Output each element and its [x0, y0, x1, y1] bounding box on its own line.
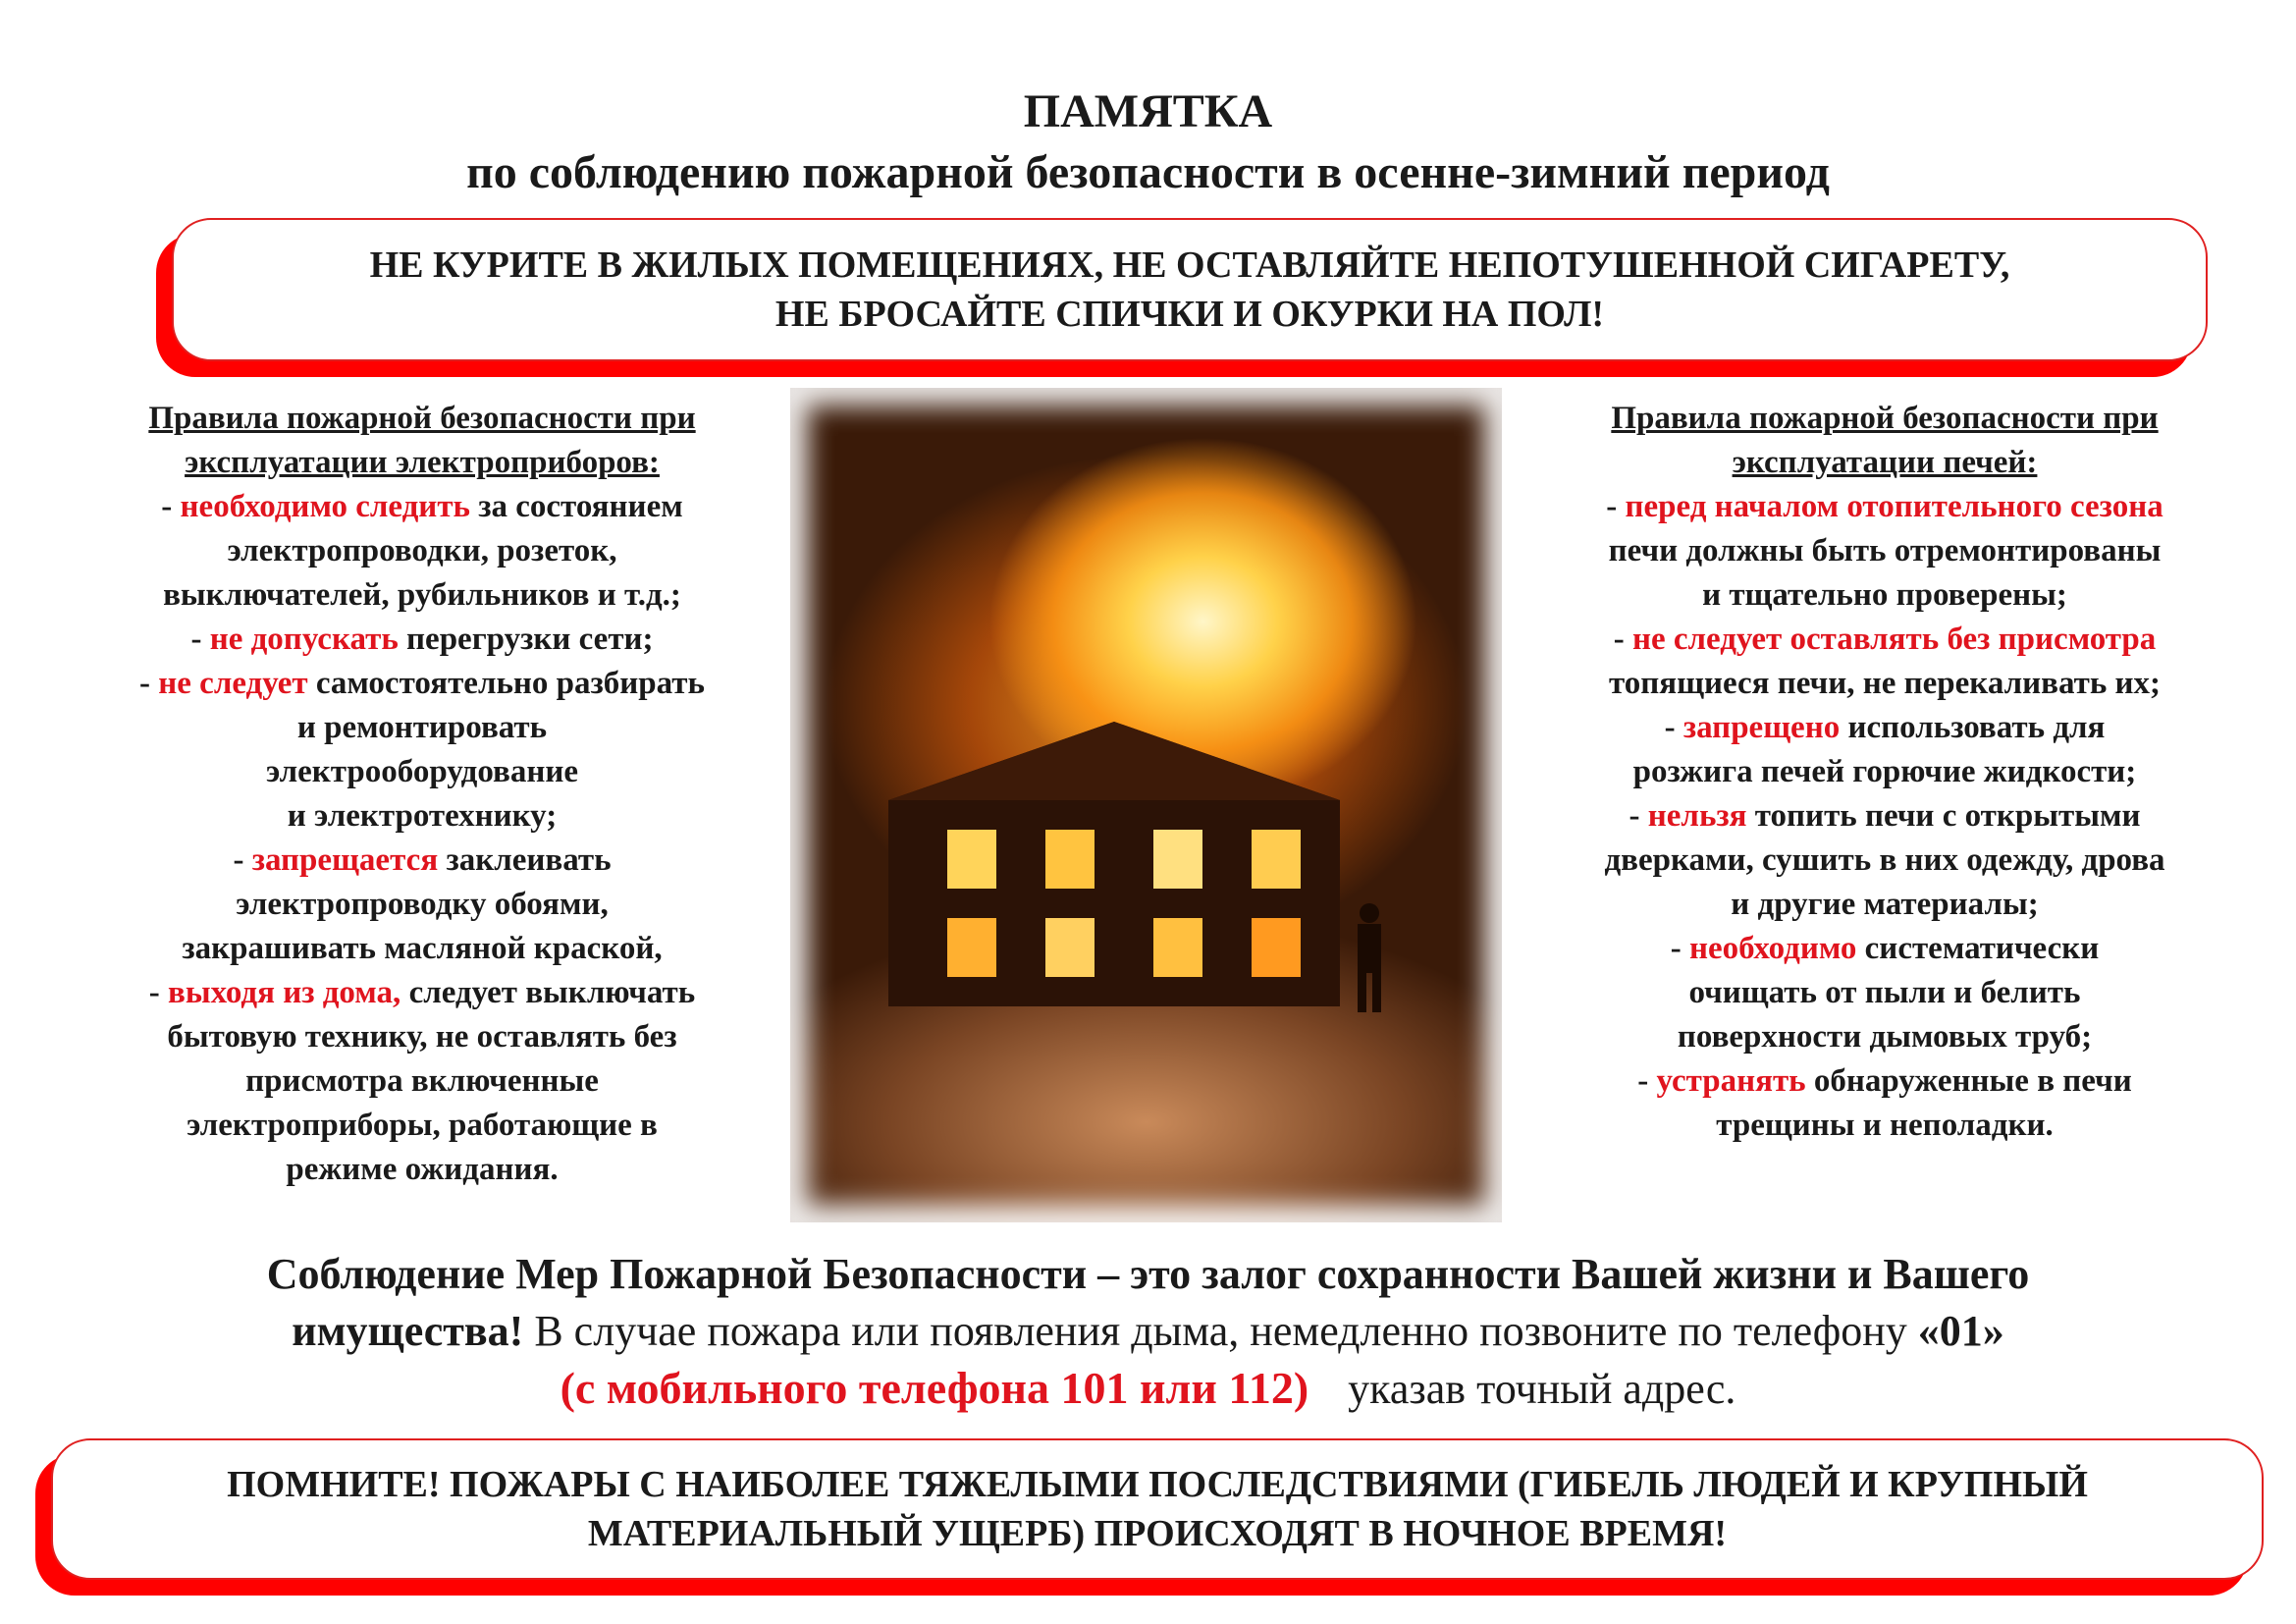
- electrical-rules-heading-2: эксплуатации электроприборов:: [185, 445, 660, 480]
- rule-keyword: запрещается: [251, 842, 439, 878]
- stove-rule-line: трещины и неполадки.: [1716, 1108, 2054, 1143]
- top-warning-line-2: НЕ БРОСАЙТЕ СПИЧКИ И ОКУРКИ НА ПОЛ!: [774, 294, 1605, 335]
- electrical-rule-line: электроприборы, работающие в: [187, 1108, 658, 1143]
- electrical-rule-line: присмотра включенные: [245, 1063, 599, 1099]
- stove-rules-column: [1531, 397, 2238, 1148]
- bottom-warning-line-1: ПОМНИТЕ! ПОЖАРЫ С НАИБОЛЕЕ ТЯЖЕЛЫМИ ПОСЛЕДСТВИЯМИ (ГИБЕЛЬ ЛЮДЕЙ И КРУПНЫЙ: [227, 1464, 2088, 1505]
- electrical-rule-line: режиме ожидания.: [286, 1152, 559, 1187]
- electrical-rule-line: - необходимо следить за состоянием: [161, 489, 683, 524]
- electrical-rule-line: и ремонтировать: [296, 710, 548, 745]
- electrical-rule-line: - выходя из дома, следует выключать: [148, 975, 696, 1010]
- bottom-warning-banner: [51, 1438, 2264, 1580]
- rule-keyword: запрещено: [1682, 710, 1841, 745]
- stove-rules-heading-1: Правила пожарной безопасности при: [1611, 401, 2159, 436]
- stove-rule-line: розжига печей горючие жидкости;: [1632, 754, 2137, 789]
- electrical-rule-line: бытовую технику, не оставлять без: [167, 1019, 677, 1055]
- electrical-rule-line: - не допускать перегрузки сети;: [190, 622, 654, 657]
- top-warning-banner: [172, 218, 2208, 361]
- rule-keyword: не допускать: [209, 622, 399, 657]
- rule-keyword: необходимо: [1688, 931, 1857, 966]
- property-word: имущества!: [292, 1307, 524, 1355]
- rule-keyword: нельзя: [1647, 798, 1747, 834]
- stove-rule-line: и тщательно проверены;: [1702, 577, 2067, 613]
- stove-rule-line: поверхности дымовых труб;: [1677, 1019, 2093, 1055]
- rule-keyword: не следует оставлять без присмотра: [1631, 622, 2157, 657]
- stove-rule-line: - запрещено использовать для: [1664, 710, 2106, 745]
- top-warning-line-1: НЕ КУРИТЕ В ЖИЛЫХ ПОМЕЩЕНИЯХ, НЕ ОСТАВЛЯЙТЕ НЕПОТУШЕННОЙ СИГАРЕТУ,: [369, 244, 2010, 286]
- firefighter-figure: [1345, 898, 1394, 1016]
- stove-rule-line: - не следует оставлять без присмотра: [1613, 622, 2157, 657]
- electrical-rule-line: электрооборудование: [265, 754, 579, 789]
- stove-rule-line: печи должны быть отремонтированы: [1608, 533, 2162, 568]
- rule-keyword: перед началом отопительного сезона: [1625, 489, 2163, 524]
- rule-keyword: устранять: [1656, 1063, 1806, 1099]
- emergency-number: «01»: [1917, 1307, 2004, 1355]
- rule-keyword: необходимо следить: [180, 489, 470, 524]
- burning-house-photo: [790, 388, 1502, 1222]
- stove-rules-heading-2: эксплуатации печей:: [1732, 445, 2038, 480]
- electrical-rule-line: - не следует самостоятельно разбирать: [139, 666, 705, 701]
- stove-rule-line: и другие материалы;: [1731, 887, 2039, 922]
- rule-keyword: выходя из дома,: [168, 975, 401, 1010]
- burning-house-illustration: [859, 712, 1369, 1006]
- stove-rule-line: - устранять обнаруженные в печи: [1637, 1063, 2132, 1099]
- mobile-emergency-numbers: (с мобильного телефона 101 или 112): [560, 1363, 1309, 1413]
- stove-rule-line: очищать от пыли и белить: [1688, 975, 2081, 1010]
- stove-rule-line: - нельзя топить печи с открытыми: [1629, 798, 2141, 834]
- rule-keyword: не следует: [158, 666, 308, 701]
- electrical-rule-line: - запрещается заклеивать: [233, 842, 612, 878]
- page-subtitle: по соблюдению пожарной безопасности в осенне-зимний период: [466, 146, 1830, 198]
- electrical-rule-line: выключателей, рубильников и т.д.;: [163, 577, 681, 613]
- electrical-rule-line: электропроводки, розеток,: [227, 533, 617, 568]
- page-title: ПАМЯТКА: [1023, 85, 1273, 137]
- electrical-rules-heading-1: Правила пожарной безопасности при: [148, 401, 696, 436]
- stove-rule-line: дверками, сушить в них одежду, дрова: [1604, 842, 2165, 878]
- safety-motto-line-1: Соблюдение Мер Пожарной Безопасности – это залог сохранности Вашей жизни и Вашего: [266, 1250, 2030, 1298]
- safety-motto-line-2: имущества! В случае пожара или появления дыма, немедленно позвоните по телефону «01»: [292, 1307, 2004, 1355]
- electrical-rule-line: и электротехнику;: [287, 798, 558, 834]
- electrical-rule-line: электропроводку обоями,: [236, 887, 609, 922]
- electrical-rule-line: закрашивать масляной краской,: [182, 931, 663, 966]
- stove-rule-line: - необходимо систематически: [1670, 931, 2100, 966]
- safety-motto-line-3: (с мобильного телефона 101 или 112) указав точный адрес.: [560, 1363, 1736, 1413]
- stove-rule-line: - перед началом отопительного сезона: [1606, 489, 2163, 524]
- electrical-rules-column: [59, 397, 785, 1192]
- stove-rule-line: топящиеся печи, не перекаливать их;: [1608, 666, 2162, 701]
- bottom-warning-line-2: МАТЕРИАЛЬНЫЙ УЩЕРБ) ПРОИСХОДЯТ В НОЧНОЕ ВРЕМЯ!: [587, 1513, 1728, 1554]
